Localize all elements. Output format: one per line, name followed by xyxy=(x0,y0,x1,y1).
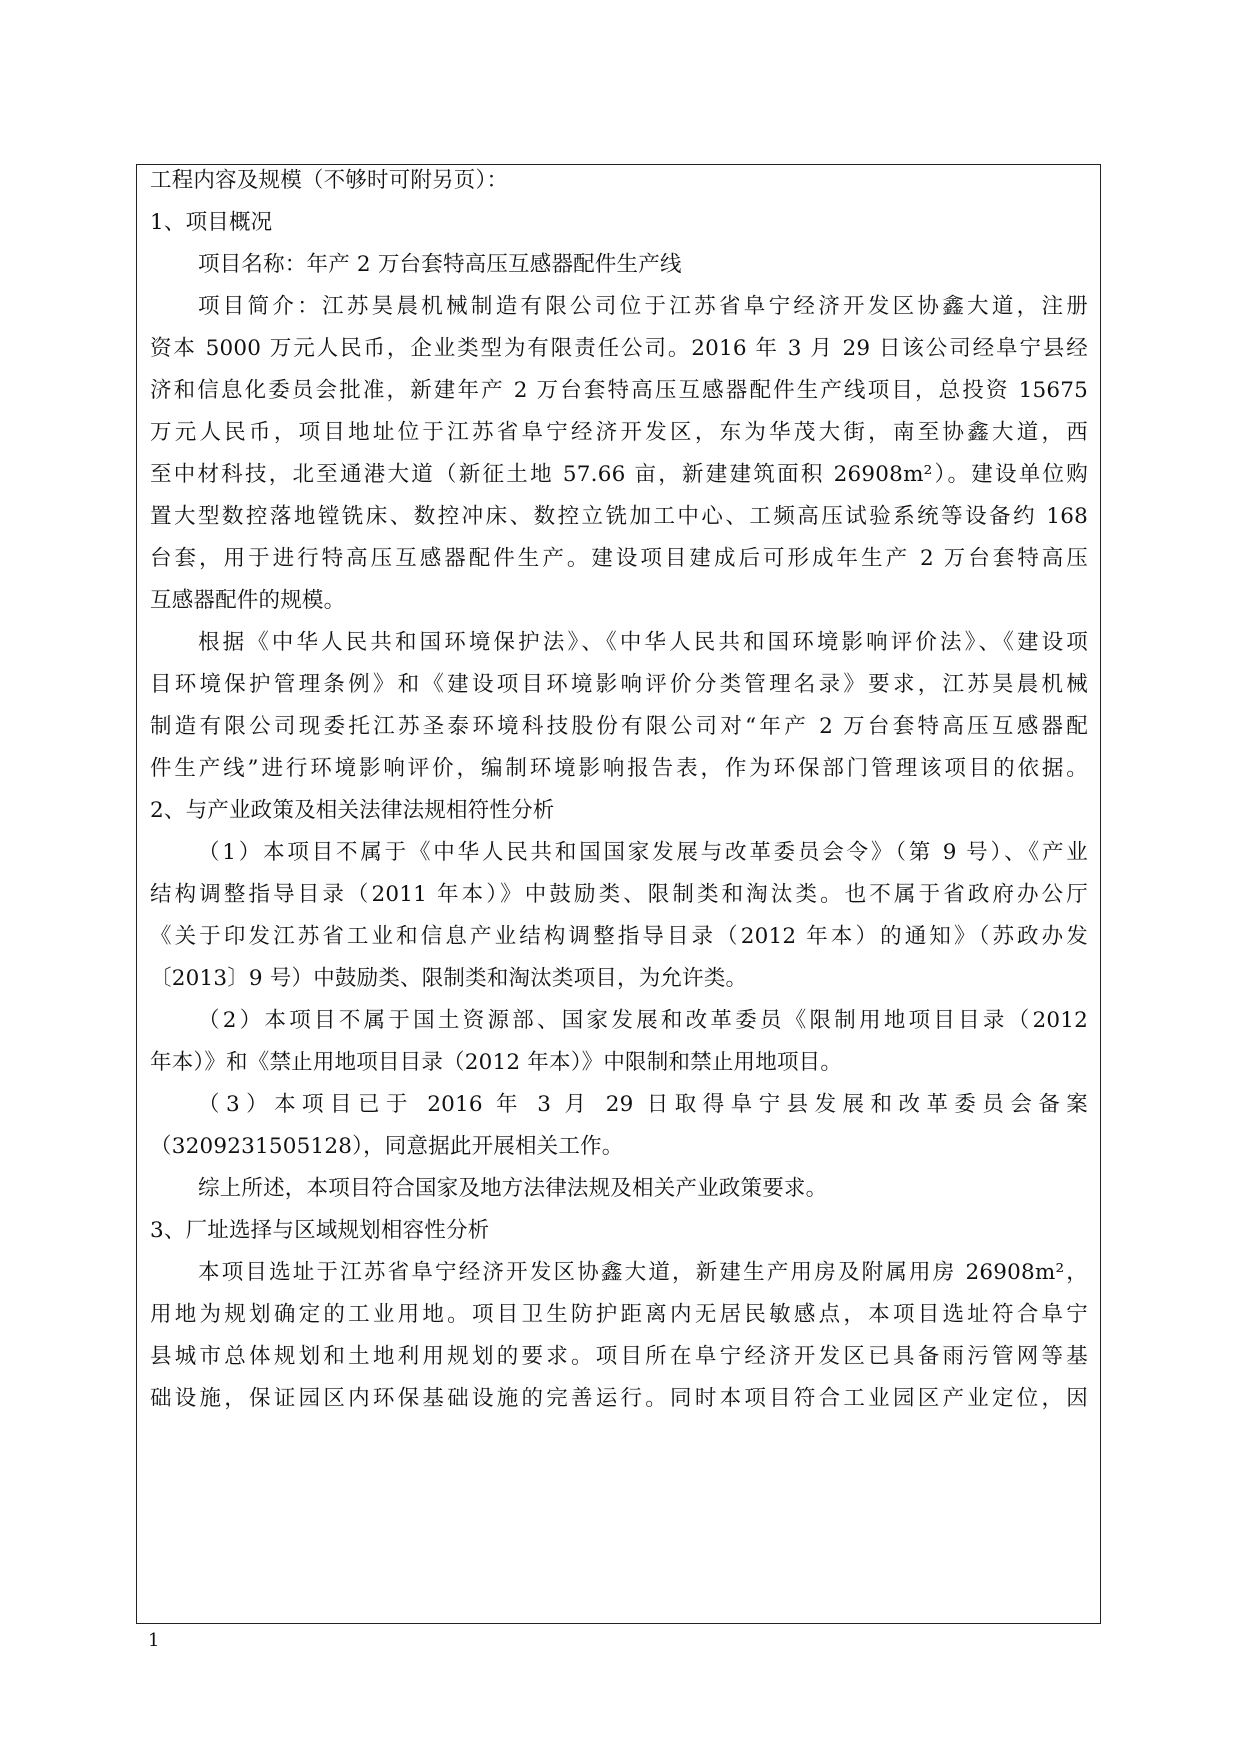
site-line: 用地为规划确定的工业用地。项目卫生防护距离内无居民敏感点，本项目选址符合阜宁 xyxy=(150,1302,1088,1327)
project-name: 项目名称：年产 2 万台套特高压互感器配件生产线 xyxy=(198,252,682,277)
page-number: 1 xyxy=(148,1630,160,1651)
policy2-line: 年本）》和《禁止用地项目目录（2012 年本）》中限制和禁止用地项目。 xyxy=(150,1050,843,1075)
intro-line: 至中材科技，北至通港大道（新征土地 57.66 亩，新建建筑面积 26908m²）。建设单位购 xyxy=(150,462,1088,487)
policy3-line: （3209231505128），同意据此开展相关工作。 xyxy=(150,1134,624,1159)
summary-line: 综上所述，本项目符合国家及地方法律法规及相关产业政策要求。 xyxy=(198,1176,828,1201)
intro-line: 项目简介：江苏昊晨机械制造有限公司位于江苏省阜宁经济开发区协鑫大道，注册 xyxy=(198,294,1088,319)
site-line: 县城市总体规划和土地利用规划的要求。项目所在阜宁经济开发区已具备雨污管网等基 xyxy=(150,1344,1088,1369)
section1-title: 1、项目概况 xyxy=(150,210,273,235)
basis-line: 目环境保护管理条例》和《建设项目环境影响评价分类管理名录》要求，江苏昊晨机械 xyxy=(150,672,1088,697)
intro-line: 置大型数控落地镗铣床、数控冲床、数控立铣加工中心、工频高压试验系统等设备约 168 xyxy=(150,504,1088,529)
section-header: 工程内容及规模（不够时可附另页）： xyxy=(150,168,509,193)
site-line: 本项目选址于江苏省阜宁经济开发区协鑫大道，新建生产用房及附属用房 26908m²， xyxy=(198,1260,1088,1285)
policy1-line: （1）本项目不属于《中华人民共和国国家发展与改革委员会令》（第 9 号）、《产业 xyxy=(198,840,1088,865)
policy1-line: 〔2013〕9 号）中鼓励类、限制类和淘汰类项目，为允许类。 xyxy=(150,966,748,991)
policy2-line: （2）本项目不属于国土资源部、国家发展和改革委员《限制用地项目目录（2012 xyxy=(198,1008,1088,1033)
site-line: 础设施，保证园区内环保基础设施的完善运行。同时本项目符合工业园区产业定位，因 xyxy=(150,1386,1088,1411)
intro-line: 资本 5000 万元人民币，企业类型为有限责任公司。2016 年 3 月 29 日该公司经阜宁县经 xyxy=(150,336,1088,361)
basis-line: 制造有限公司现委托江苏圣泰环境科技股份有限公司对“年产 2 万台套特高压互感器配 xyxy=(150,714,1088,739)
intro-line: 济和信息化委员会批准，新建年产 2 万台套特高压互感器配件生产线项目，总投资 15675 xyxy=(150,378,1088,403)
policy1-line: 《关于印发江苏省工业和信息产业结构调整指导目录（2012 年本）的通知》（苏政办发 xyxy=(150,924,1088,949)
intro-line: 万元人民币，项目地址位于江苏省阜宁经济开发区，东为华茂大街，南至协鑫大道，西 xyxy=(150,420,1088,445)
section2-title: 2、与产业政策及相关法律法规相符性分析 xyxy=(150,798,555,823)
section3-title: 3、厂址选择与区域规划相容性分析 xyxy=(150,1218,490,1243)
basis-line: 根据《中华人民共和国环境保护法》、《中华人民共和国环境影响评价法》、《建设项 xyxy=(198,630,1088,655)
policy1-line: 结构调整指导目录（2011 年本）》中鼓励类、限制类和淘汰类。也不属于省政府办公厅 xyxy=(150,882,1088,907)
intro-line: 互感器配件的规模。 xyxy=(150,588,346,613)
basis-line: 件生产线”进行环境影响评价，编制环境影响报告表，作为环保部门管理该项目的依据。 xyxy=(150,756,1088,781)
policy3-line: （3）本项目已于 2016 年 3 月 29 日取得阜宁县发展和改革委员会备案 xyxy=(198,1092,1088,1117)
intro-line: 台套，用于进行特高压互感器配件生产。建设项目建成后可形成年生产 2 万台套特高压 xyxy=(150,546,1088,571)
